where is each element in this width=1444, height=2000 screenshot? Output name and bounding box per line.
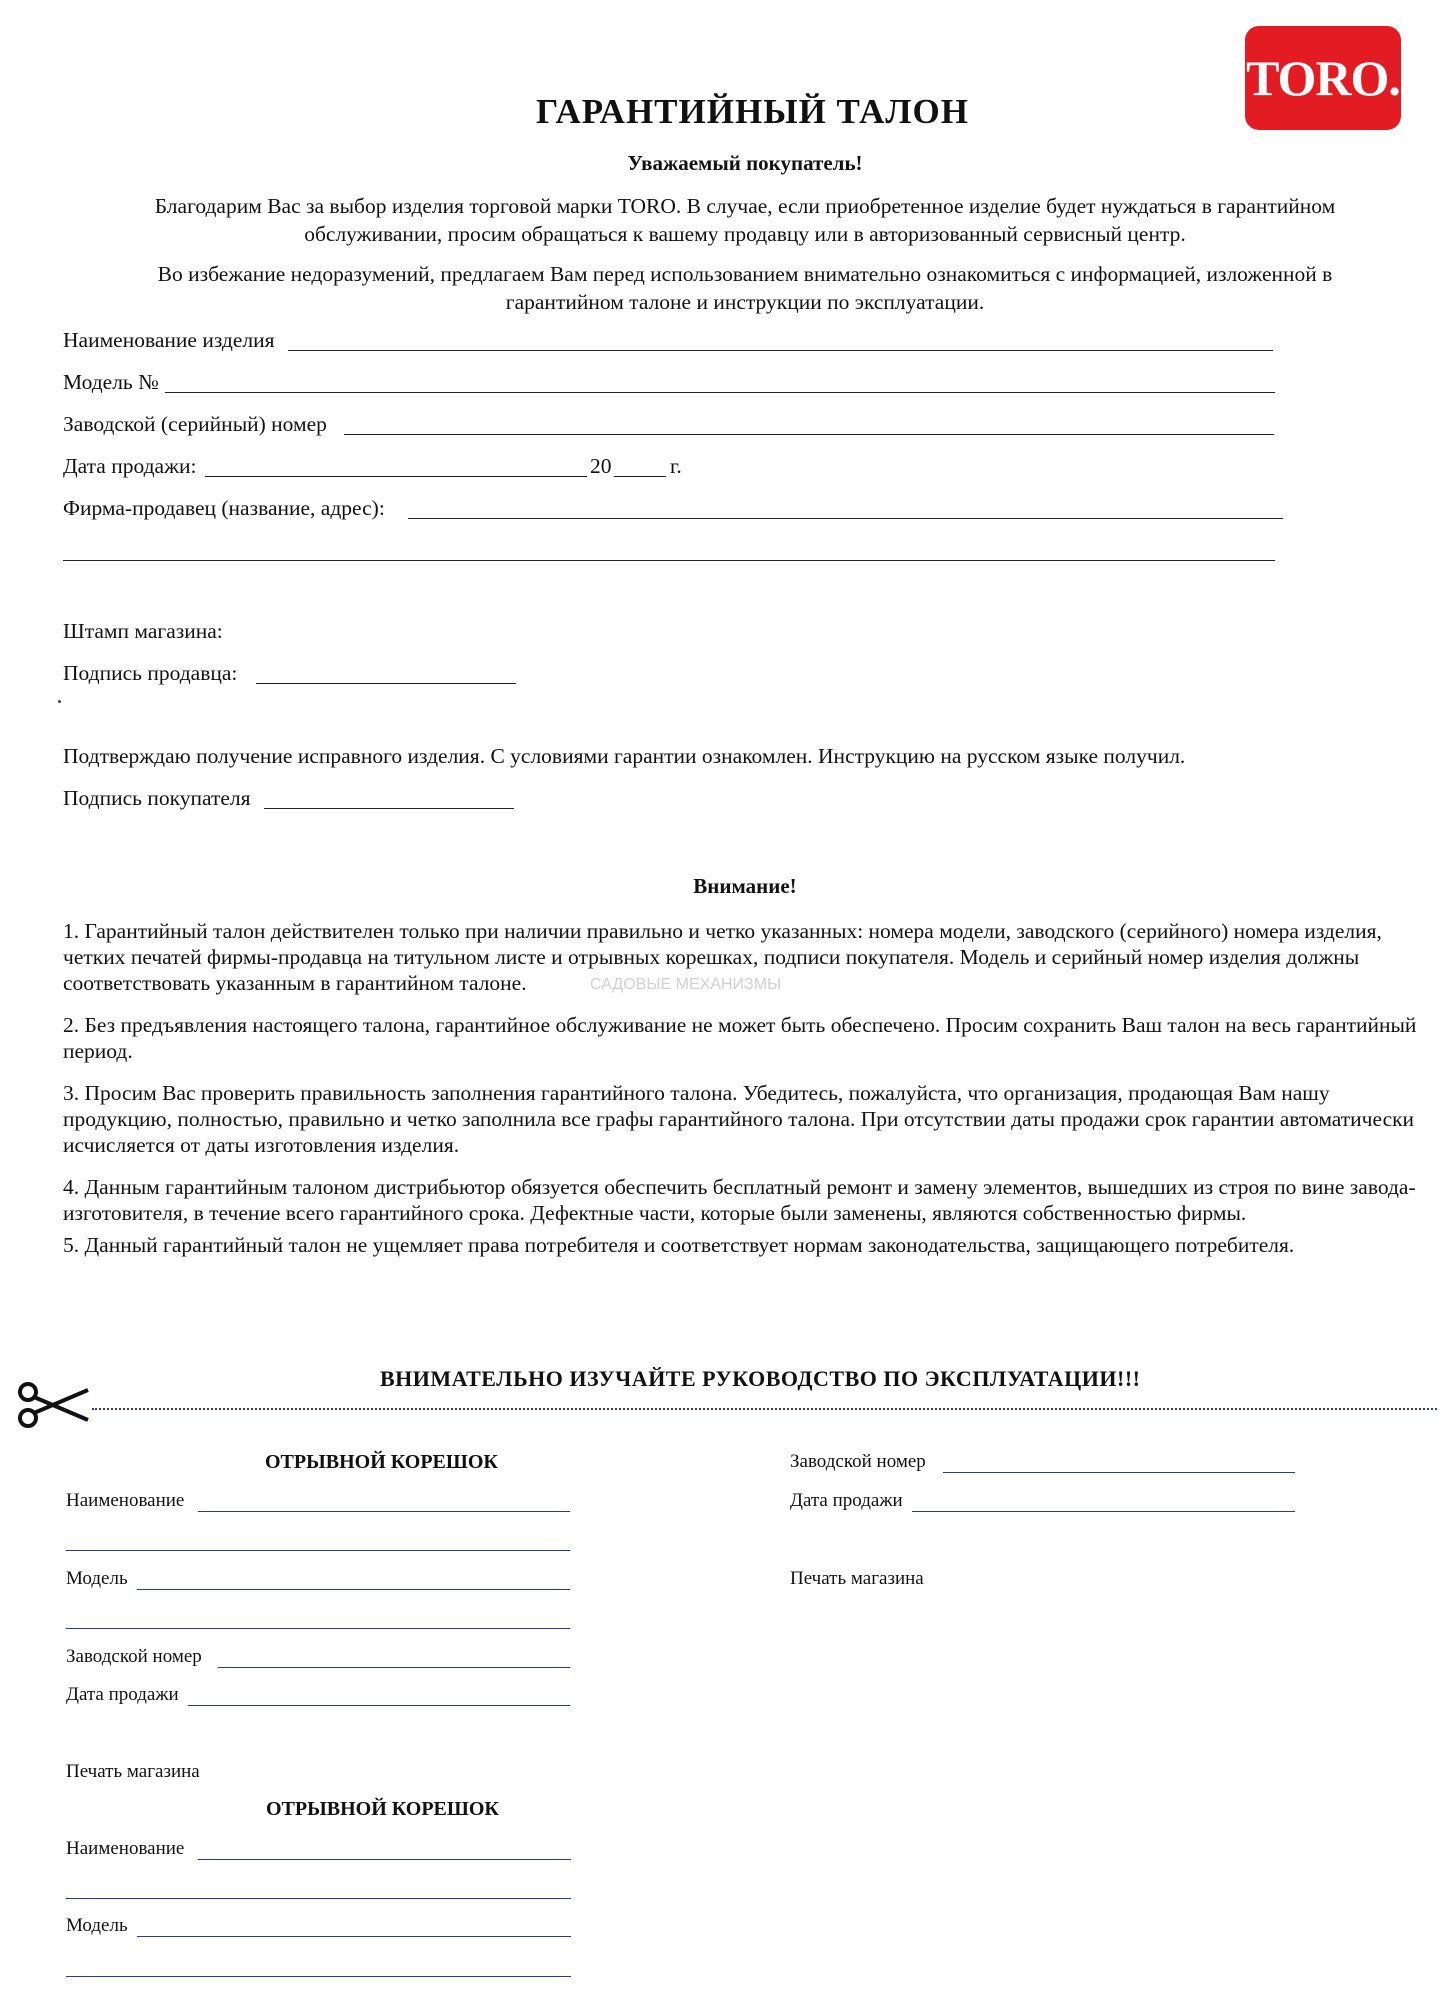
- buyer-signature-line[interactable]: [264, 808, 514, 809]
- product-name-label: Наименование изделия: [63, 328, 275, 352]
- stub1-name-label: Наименование: [66, 1490, 185, 1511]
- stub1-model-line[interactable]: [137, 1589, 570, 1590]
- stamp-label: Штамп магазина:: [63, 619, 223, 643]
- year-prefix: 20: [590, 454, 612, 478]
- greeting: Уважаемый покупатель!: [627, 151, 863, 175]
- stub1-serial-label: Заводской номер: [66, 1646, 202, 1667]
- sale-date-label: Дата продажи:: [63, 454, 197, 478]
- year-suffix: г.: [670, 454, 682, 478]
- serial-line[interactable]: [344, 434, 1274, 435]
- stub1-stamp-label: Печать магазина: [66, 1761, 200, 1782]
- right-serial-line[interactable]: [943, 1472, 1295, 1473]
- watermark: САДОВЫЕ МЕХАНИЗМЫ: [590, 976, 782, 993]
- serial-label: Заводской (серийный) номер: [63, 412, 327, 436]
- scissors-icon: [16, 1380, 90, 1430]
- confirm-text: Подтверждаю получение исправного изделия. С условиями гарантии ознакомлен. Инструкцию на русском языке получил.: [63, 744, 1186, 768]
- stub1-serial-line[interactable]: [218, 1667, 570, 1668]
- sale-date-line[interactable]: [205, 476, 587, 477]
- seller-label: Фирма-продавец (название, адрес):: [63, 496, 385, 520]
- right-date-label: Дата продажи: [790, 1490, 903, 1511]
- product-name-line[interactable]: [288, 350, 1273, 351]
- stub1-name-line-2[interactable]: [66, 1550, 570, 1551]
- warning-item-2: 2. Без предъявления настоящего талона, гарантийное обслуживание не может быть обеспечено. Просим сохранить Ваш талон на весь гарантийный период.: [63, 1013, 1417, 1063]
- cut-title: ВНИМАТЕЛЬНО ИЗУЧАЙТЕ РУКОВОДСТВО ПО ЭКСПЛУАТАЦИИ!!!: [380, 1366, 1141, 1391]
- stub-title-1: ОТРЫВНОЙ КОРЕШОК: [265, 1451, 498, 1473]
- stub-title-2: ОТРЫВНОЙ КОРЕШОК: [266, 1798, 499, 1820]
- stub2-name-line-2[interactable]: [66, 1898, 571, 1899]
- stub2-model-line[interactable]: [137, 1936, 571, 1937]
- seller-line-2[interactable]: [63, 560, 1275, 561]
- right-date-line[interactable]: [912, 1511, 1295, 1512]
- warning-title: Внимание!: [693, 874, 797, 898]
- stub2-name-label: Наименование: [66, 1838, 185, 1859]
- cut-dotted-line: [92, 1408, 1437, 1410]
- scan-speck: [58, 700, 61, 703]
- stub2-name-line[interactable]: [198, 1859, 571, 1860]
- stub1-date-label: Дата продажи: [66, 1684, 179, 1705]
- year-line[interactable]: [614, 476, 666, 477]
- seller-line[interactable]: [408, 518, 1283, 519]
- stub1-name-line[interactable]: [198, 1511, 570, 1512]
- warning-item-1: 1. Гарантийный талон действителен только при наличии правильно и четко указанных: номера модели, заводского (серийного) номера изделия, четких печатей фирмы-продавца на титульном листе и отрывных корешках, подписи покупателя. Модель и серийный номер изделия должны соответствовать указанным в гарантийном талоне.: [63, 919, 1382, 995]
- right-stamp-label: Печать магазина: [790, 1568, 924, 1589]
- warning-item-4: 4. Данным гарантийным талоном дистрибьютор обязуется обеспечить бесплатный ремонт и замену элементов, вышедших из строя по вине завода-изготовителя, в течение всего гарантийного срока. Дефектные части, которые были заменены, являются собственностью фирмы.: [63, 1175, 1416, 1225]
- stub2-model-line-2[interactable]: [66, 1976, 571, 1977]
- seller-signature-line[interactable]: [256, 683, 516, 684]
- warning-item-3: 3. Просим Вас проверить правильность заполнения гарантийного талона. Убедитесь, пожалуйста, что организация, продающая Вам нашу продукцию, полностью, правильно и четко заполнила все графы гарантийного талона. При отсутствии даты продажи срок гарантии автоматически исчисляется от даты изготовления изделия.: [63, 1081, 1415, 1157]
- stub1-model-line-2[interactable]: [66, 1628, 570, 1629]
- right-serial-label: Заводской номер: [790, 1451, 926, 1472]
- model-line[interactable]: [165, 392, 1275, 393]
- warning-item-5: 5. Данный гарантийный талон не ущемляет права потребителя и соответствует нормам законодательства, защищающего потребителя.: [63, 1233, 1295, 1257]
- stub1-model-label: Модель: [66, 1568, 128, 1589]
- page-title: ГАРАНТИЙНЫЙ ТАЛОН: [536, 92, 969, 131]
- buyer-signature-label: Подпись покупателя: [63, 786, 251, 810]
- seller-signature-label: Подпись продавца:: [63, 661, 238, 685]
- intro-paragraph-2: Во избежание недоразумений, предлагаем Вам перед использованием внимательно ознакомиться с информацией, изложенной в гарантийном талоне и инструкции по эксплуатации.: [157, 262, 1333, 314]
- logo-text: TORO.: [1246, 50, 1400, 106]
- stub1-date-line[interactable]: [188, 1705, 570, 1706]
- model-label: Модель №: [63, 370, 159, 394]
- stub2-model-label: Модель: [66, 1915, 128, 1936]
- intro-paragraph-1: Благодарим Вас за выбор изделия торговой марки TORO. В случае, если приобретенное изделие будет нуждаться в гарантийном обслуживании, просим обращаться к вашему продавцу или в авторизованный сервисный центр.: [154, 194, 1336, 246]
